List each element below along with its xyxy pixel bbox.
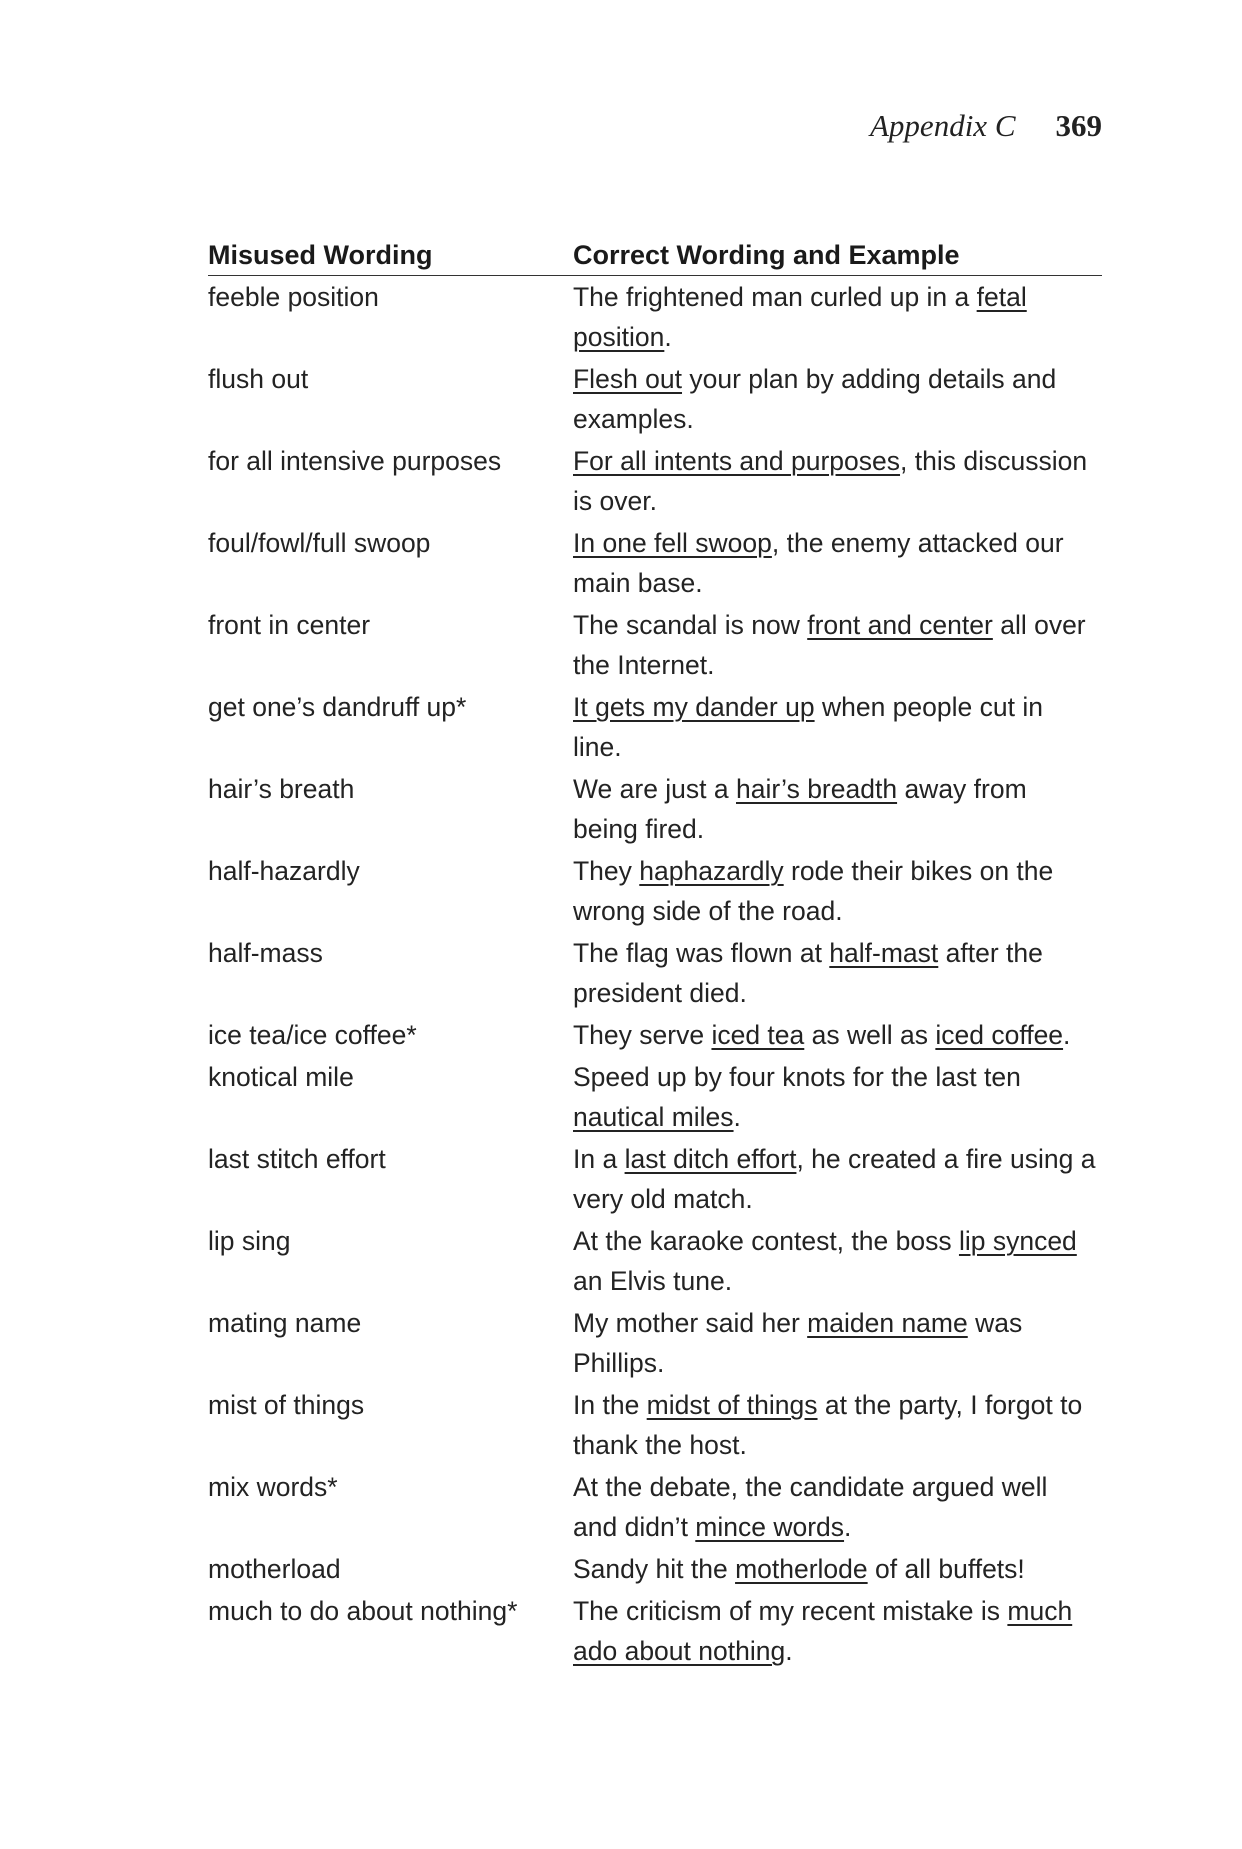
example-text: The scandal is now bbox=[573, 610, 808, 640]
example-text: , the enemy attacked our main base. bbox=[573, 528, 1064, 598]
example-text: , he created a fire using a very old match. bbox=[573, 1144, 1096, 1214]
misused-wording: half-mass bbox=[208, 938, 323, 968]
correct-example bbox=[573, 1549, 1102, 1589]
example-text: . bbox=[664, 322, 672, 352]
example-text: The criticism of my recent mistake is bbox=[573, 1596, 1008, 1626]
correct-wording: lip synced bbox=[958, 1226, 1077, 1256]
table-row bbox=[208, 769, 1102, 849]
correct-example bbox=[573, 277, 1102, 357]
correct-wording: much ado about nothing bbox=[573, 1596, 1073, 1666]
correct-example bbox=[573, 1303, 1102, 1383]
example-text: They serve bbox=[573, 1020, 712, 1050]
example-text: when people cut in line. bbox=[573, 692, 1043, 762]
example-text: My mother said her bbox=[573, 1308, 808, 1338]
table-row bbox=[208, 523, 1102, 603]
correct-wording: haphazardly bbox=[639, 856, 784, 886]
correct-example bbox=[573, 1591, 1102, 1671]
example-text: was Phillips. bbox=[573, 1308, 1023, 1378]
example-text: The flag was flown at bbox=[573, 938, 830, 968]
correct-wording: hair’s breadth bbox=[736, 774, 898, 804]
table-row bbox=[208, 359, 1102, 439]
example-text: In a bbox=[573, 1144, 625, 1174]
misused-wording: knotical mile bbox=[208, 1062, 354, 1092]
correct-wording: Flesh out bbox=[573, 364, 683, 394]
correct-example bbox=[573, 1057, 1102, 1137]
correct-example bbox=[573, 1139, 1102, 1219]
example-text: your plan by adding details and examples. bbox=[573, 364, 1057, 434]
table-row bbox=[208, 687, 1102, 767]
page-number: 369 bbox=[1055, 108, 1102, 143]
table-row bbox=[208, 1139, 1102, 1219]
table-row bbox=[208, 1591, 1102, 1671]
example-text: rode their bikes on the wrong side of the road. bbox=[573, 856, 1054, 926]
table-body bbox=[208, 276, 1102, 1671]
correct-example bbox=[573, 1467, 1102, 1547]
correct-wording: iced coffee bbox=[935, 1020, 1064, 1050]
correct-example bbox=[573, 1385, 1102, 1465]
misused-wording: much to do about nothing* bbox=[208, 1596, 518, 1626]
correct-wording: For all intents and purposes bbox=[573, 446, 901, 476]
misused-wording: feeble position bbox=[208, 282, 379, 312]
table-row bbox=[208, 1221, 1102, 1301]
correct-wording: It gets my dander up bbox=[573, 692, 815, 722]
example-text: , this discussion is over. bbox=[573, 446, 1088, 516]
column-header-correct: Correct Wording and Example bbox=[573, 240, 960, 270]
misused-wording: motherload bbox=[208, 1554, 341, 1584]
example-text: away from being fired. bbox=[573, 774, 1027, 844]
correct-example bbox=[573, 605, 1102, 685]
example-text: They bbox=[573, 856, 640, 886]
correct-example bbox=[573, 441, 1102, 521]
column-header-misused: Misused Wording bbox=[208, 240, 433, 270]
misused-wording: foul/fowl/full swoop bbox=[208, 528, 431, 558]
correct-example bbox=[573, 851, 1102, 931]
misused-wording: front in center bbox=[208, 610, 371, 640]
misused-wording: lip sing bbox=[208, 1226, 291, 1256]
example-text: Speed up by four knots for the last ten bbox=[573, 1062, 1021, 1092]
table-row bbox=[208, 441, 1102, 521]
misused-wording: flush out bbox=[208, 364, 309, 394]
misused-wording: get one’s dandruff up* bbox=[208, 692, 467, 722]
example-text: . bbox=[844, 1512, 852, 1542]
example-text: The frightened man curled up in a bbox=[573, 282, 977, 312]
example-text: In the bbox=[573, 1390, 647, 1420]
section-title: Appendix C bbox=[870, 108, 1016, 143]
example-text: . bbox=[733, 1102, 741, 1132]
correct-wording: maiden name bbox=[807, 1308, 968, 1338]
correct-example bbox=[573, 933, 1102, 1013]
correct-example bbox=[573, 769, 1102, 849]
correct-example bbox=[573, 523, 1102, 603]
table-row bbox=[208, 1015, 1102, 1055]
misused-wording: for all intensive purposes bbox=[208, 446, 502, 476]
correct-example bbox=[573, 1015, 1102, 1055]
correct-example bbox=[573, 687, 1102, 767]
correct-wording: iced tea bbox=[711, 1020, 805, 1050]
table-row bbox=[208, 1303, 1102, 1383]
table-row bbox=[208, 605, 1102, 685]
example-text: of all buffets! bbox=[867, 1554, 1025, 1584]
table-row bbox=[208, 1057, 1102, 1137]
example-text: . bbox=[785, 1636, 793, 1666]
table-row bbox=[208, 1385, 1102, 1465]
table-row bbox=[208, 277, 1102, 357]
table-row bbox=[208, 851, 1102, 931]
correct-wording: motherlode bbox=[735, 1554, 868, 1584]
example-text: Sandy hit the bbox=[573, 1554, 736, 1584]
misused-wording: hair’s breath bbox=[208, 774, 355, 804]
example-text: an Elvis tune. bbox=[573, 1266, 733, 1296]
example-text: as well as bbox=[804, 1020, 936, 1050]
table-row bbox=[208, 933, 1102, 1013]
table-header bbox=[208, 240, 1102, 276]
running-head bbox=[870, 108, 1102, 144]
correct-wording: In one fell swoop bbox=[573, 528, 772, 558]
example-text: At the debate, the candidate argued well and didn’t bbox=[573, 1472, 1048, 1542]
correct-wording: fetal position bbox=[573, 282, 1027, 352]
correct-example bbox=[573, 1221, 1102, 1301]
example-text: We are just a bbox=[573, 774, 736, 804]
example-text: after the president died. bbox=[573, 938, 1043, 1008]
correct-wording: last ditch effort bbox=[624, 1144, 797, 1174]
correct-wording: midst of things bbox=[646, 1390, 818, 1420]
misused-wording: half-hazardly bbox=[208, 856, 360, 886]
correct-wording: mince words bbox=[695, 1512, 845, 1542]
correct-wording: nautical miles bbox=[573, 1102, 734, 1132]
example-text: all over the Internet. bbox=[573, 610, 1086, 680]
misused-wording: mix words* bbox=[208, 1472, 338, 1502]
table-row bbox=[208, 1549, 1102, 1589]
correct-wording: front and center bbox=[807, 610, 993, 640]
table-row bbox=[208, 1467, 1102, 1547]
misused-wording: mating name bbox=[208, 1308, 362, 1338]
example-text: At the karaoke contest, the boss bbox=[573, 1226, 959, 1256]
misused-wording: last stitch effort bbox=[208, 1144, 386, 1174]
misused-wording: mist of things bbox=[208, 1390, 365, 1420]
correct-wording: half-mast bbox=[829, 938, 939, 968]
example-text: at the party, I forgot to thank the host. bbox=[573, 1390, 1083, 1460]
correct-example bbox=[573, 359, 1102, 439]
misused-wording: ice tea/ice coffee* bbox=[208, 1020, 417, 1050]
example-text: . bbox=[1063, 1020, 1071, 1050]
misused-wording-table bbox=[208, 240, 1102, 1673]
